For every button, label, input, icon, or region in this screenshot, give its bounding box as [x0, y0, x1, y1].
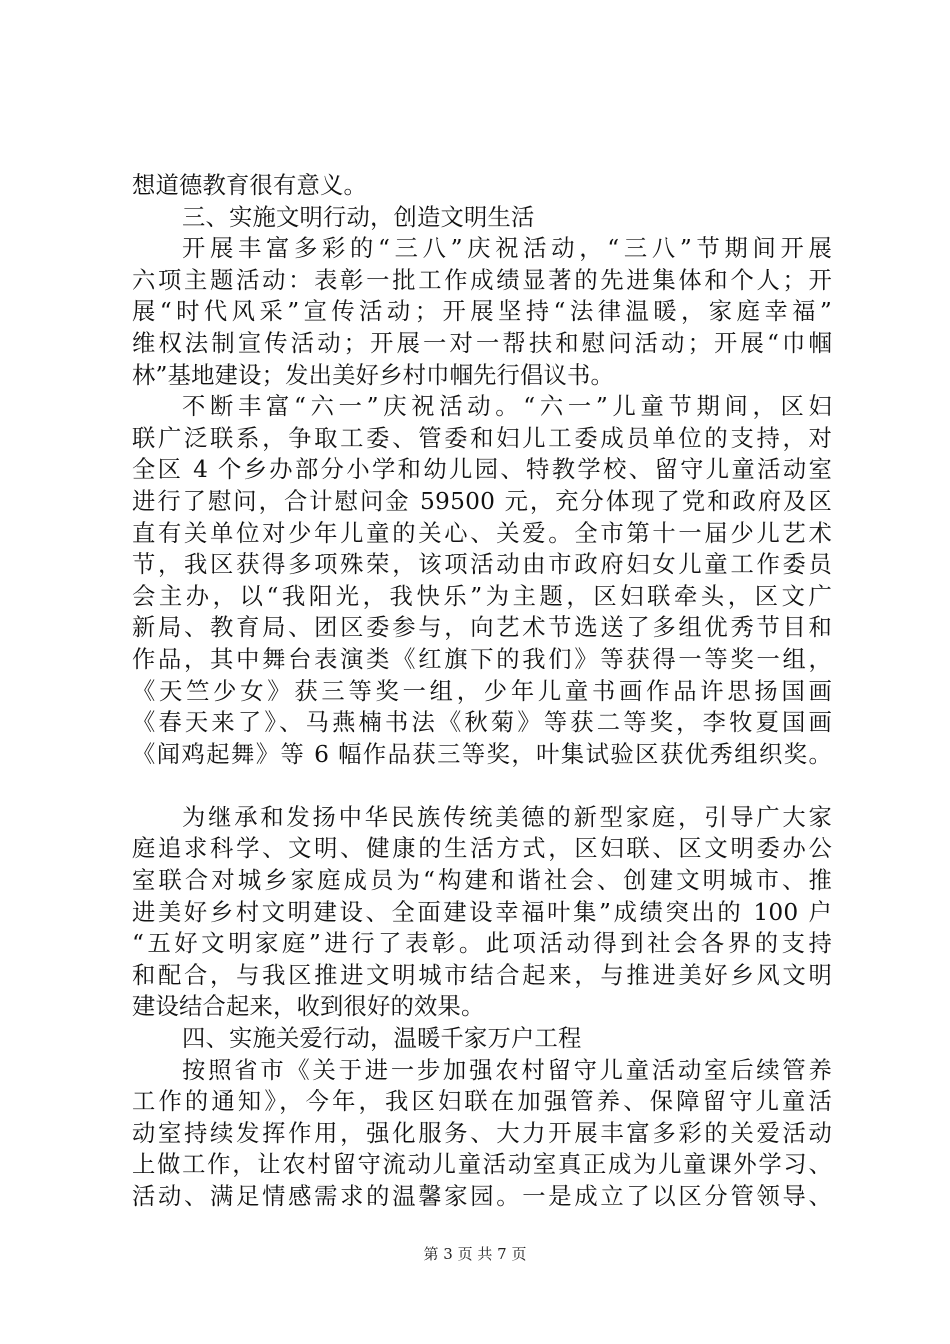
- paragraph-line: 联广泛联系，争取工委、管委和妇儿工委成员单位的支持，对: [132, 424, 832, 452]
- paragraph-line: 维权法制宣传活动；开展一对一帮扶和慰问活动；开展“巾帼: [132, 329, 832, 357]
- paragraph-line: 建设结合起来，收到很好的效果。: [132, 993, 485, 1021]
- paragraph-line: 室联合对城乡家庭成员为“构建和谐社会、创建文明城市、推: [132, 867, 832, 895]
- paragraph-line: 动室持续发挥作用，强化服务、大力开展丰富多彩的关爱活动: [132, 1119, 832, 1147]
- document-body: [132, 170, 832, 1213]
- paragraph-line: 想道德教育很有意义。: [132, 172, 367, 199]
- paragraph-line: 《闻鸡起舞》等 6 幅作品获三等奖，叶集试验区获优秀组织奖。: [132, 740, 832, 768]
- paragraph-line: 庭追求科学、文明、健康的生活方式，区妇联、区文明委办公: [132, 835, 832, 863]
- paragraph-line: 新局、教育局、团区委参与，向艺术节选送了多组优秀节目和: [132, 614, 832, 642]
- paragraph-line: 按照省市《关于进一步加强农村留守儿童活动室后续管养: [182, 1056, 832, 1084]
- paragraph-line: 开展丰富多彩的“三八”庆祝活动，“三八”节期间开展: [182, 235, 832, 263]
- paragraph-line: 不断丰富“六一”庆祝活动。“六一”儿童节期间，区妇: [182, 393, 832, 421]
- paragraph-line: 上做工作，让农村留守流动儿童活动室真正成为儿童课外学习、: [132, 1151, 832, 1179]
- paragraph-line: 节，我区获得多项殊荣，该项活动由市政府妇女儿童工作委员: [132, 551, 832, 579]
- paragraph-line: 和配合，与我区推进文明城市结合起来，与推进美好乡风文明: [132, 961, 832, 989]
- paragraph-line: 会主办，以“我阳光，我快乐”为主题，区妇联牵头，区文广: [132, 582, 832, 610]
- paragraph-line: 展“时代风采”宣传活动；开展坚持“法律温暖，家庭幸福”: [132, 298, 832, 326]
- paragraph-line: 进行了慰问，合计慰问金 59500 元，充分体现了党和政府及区: [132, 487, 832, 515]
- paragraph-line: 六项主题活动：表彰一批工作成绩显著的先进集体和个人；开: [132, 266, 832, 294]
- paragraph-line: 《春天来了》、马燕楠书法《秋菊》等获二等奖，李牧夏国画: [132, 709, 832, 737]
- section-heading: 三、实施文明行动，创造文明生活: [182, 203, 535, 231]
- paragraph-line: 为继承和发扬中华民族传统美德的新型家庭，引导广大家: [182, 803, 832, 831]
- paragraph-line: 林”基地建设；发出美好乡村巾帼先行倡议书。: [132, 361, 615, 389]
- paragraph-line: 《天竺少女》获三等奖一组，少年儿童书画作品许思扬国画: [132, 677, 832, 705]
- paragraph-line: 作品，其中舞台表演类《红旗下的我们》等获得一等奖一组，: [132, 645, 832, 673]
- paragraph-line: 工作的通知》，今年，我区妇联在加强管养、保障留守儿童活: [132, 1088, 832, 1116]
- paragraph-line: 活动、满足情感需求的温馨家园。一是成立了以区分管领导、: [132, 1183, 832, 1210]
- paragraph-line: 全区 4 个乡办部分小学和幼儿园、特教学校、留守儿童活动室: [132, 456, 832, 484]
- section-heading: 四、实施关爱行动，温暖千家万户工程: [182, 1025, 582, 1053]
- paragraph-line: 进美好乡村文明建设、全面建设幸福叶集”成绩突出的 100 户: [132, 898, 832, 926]
- blank-line: [132, 770, 832, 802]
- page-number-footer: 第 3 页 共 7 页: [423, 1245, 527, 1263]
- paragraph-line: 直有关单位对少年儿童的关心、关爱。全市第十一届少儿艺术: [132, 519, 832, 547]
- paragraph-line: “五好文明家庭”进行了表彰。此项活动得到社会各界的支持: [132, 930, 832, 958]
